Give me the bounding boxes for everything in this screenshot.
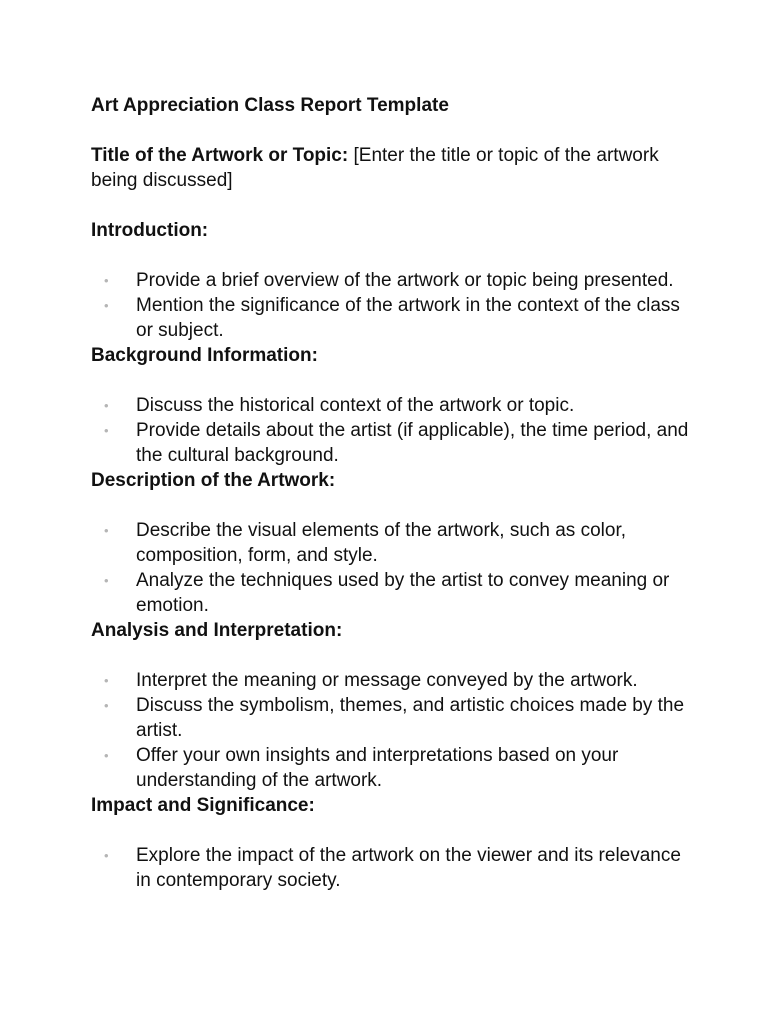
list-item-text: Provide details about the artist (if applicable), the time period, and the cultural background. <box>136 420 689 466</box>
bullet-list <box>91 268 691 343</box>
list-item-text: Provide a brief overview of the artwork or topic being presented. <box>136 270 674 291</box>
artwork-title-label: Title of the Artwork or Topic: <box>91 145 349 166</box>
bullet-icon: • <box>104 573 109 588</box>
section-heading: Introduction: <box>91 220 209 241</box>
list-item-text: Describe the visual elements of the artwork, such as color, composition, form, and style. <box>136 520 627 566</box>
artwork-title-field <box>91 143 691 193</box>
list-item-text: Discuss the historical context of the artwork or topic. <box>136 395 575 416</box>
list-item-text: Mention the significance of the artwork in the context of the class or subject. <box>136 295 680 341</box>
list-item <box>91 843 691 893</box>
bullet-list <box>91 518 691 618</box>
bullet-list <box>91 393 691 468</box>
list-item-text: Offer your own insights and interpretations based on your understanding of the artwork. <box>136 745 619 791</box>
section-impact-and-significance <box>91 793 691 893</box>
list-item-text: Explore the impact of the artwork on the viewer and its relevance in contemporary society. <box>136 845 681 891</box>
bullet-icon: • <box>104 698 109 713</box>
section-heading: Analysis and Interpretation: <box>91 620 343 641</box>
bullet-icon: • <box>104 273 109 288</box>
bullet-list <box>91 668 691 793</box>
list-item-text: Interpret the meaning or message conveyed by the artwork. <box>136 670 638 691</box>
section-heading: Background Information: <box>91 345 318 366</box>
list-item-text: Analyze the techniques used by the artist to convey meaning or emotion. <box>136 570 670 616</box>
document-title: Art Appreciation Class Report Template <box>91 95 449 116</box>
list-item <box>91 743 691 793</box>
bullet-icon: • <box>104 423 109 438</box>
section-heading: Impact and Significance: <box>91 795 315 816</box>
section-introduction <box>91 218 691 343</box>
document-body <box>91 93 691 893</box>
list-item <box>91 518 691 568</box>
list-item <box>91 293 691 343</box>
list-item <box>91 668 691 693</box>
section-analysis-and-interpretation <box>91 618 691 793</box>
section-description-of-artwork <box>91 468 691 618</box>
bullet-icon: • <box>104 748 109 763</box>
bullet-icon: • <box>104 298 109 313</box>
list-item <box>91 418 691 468</box>
list-item <box>91 568 691 618</box>
list-item <box>91 693 691 743</box>
list-item-text: Discuss the symbolism, themes, and artistic choices made by the artist. <box>136 695 685 741</box>
bullet-list <box>91 843 691 893</box>
section-background-information <box>91 343 691 468</box>
bullet-icon: • <box>104 673 109 688</box>
bullet-icon: • <box>104 523 109 538</box>
list-item <box>91 393 691 418</box>
bullet-icon: • <box>104 848 109 863</box>
section-heading: Description of the Artwork: <box>91 470 336 491</box>
bullet-icon: • <box>104 398 109 413</box>
list-item <box>91 268 691 293</box>
artwork-title-placeholder: [Enter the title or topic of the artwork being discussed] <box>91 145 659 191</box>
